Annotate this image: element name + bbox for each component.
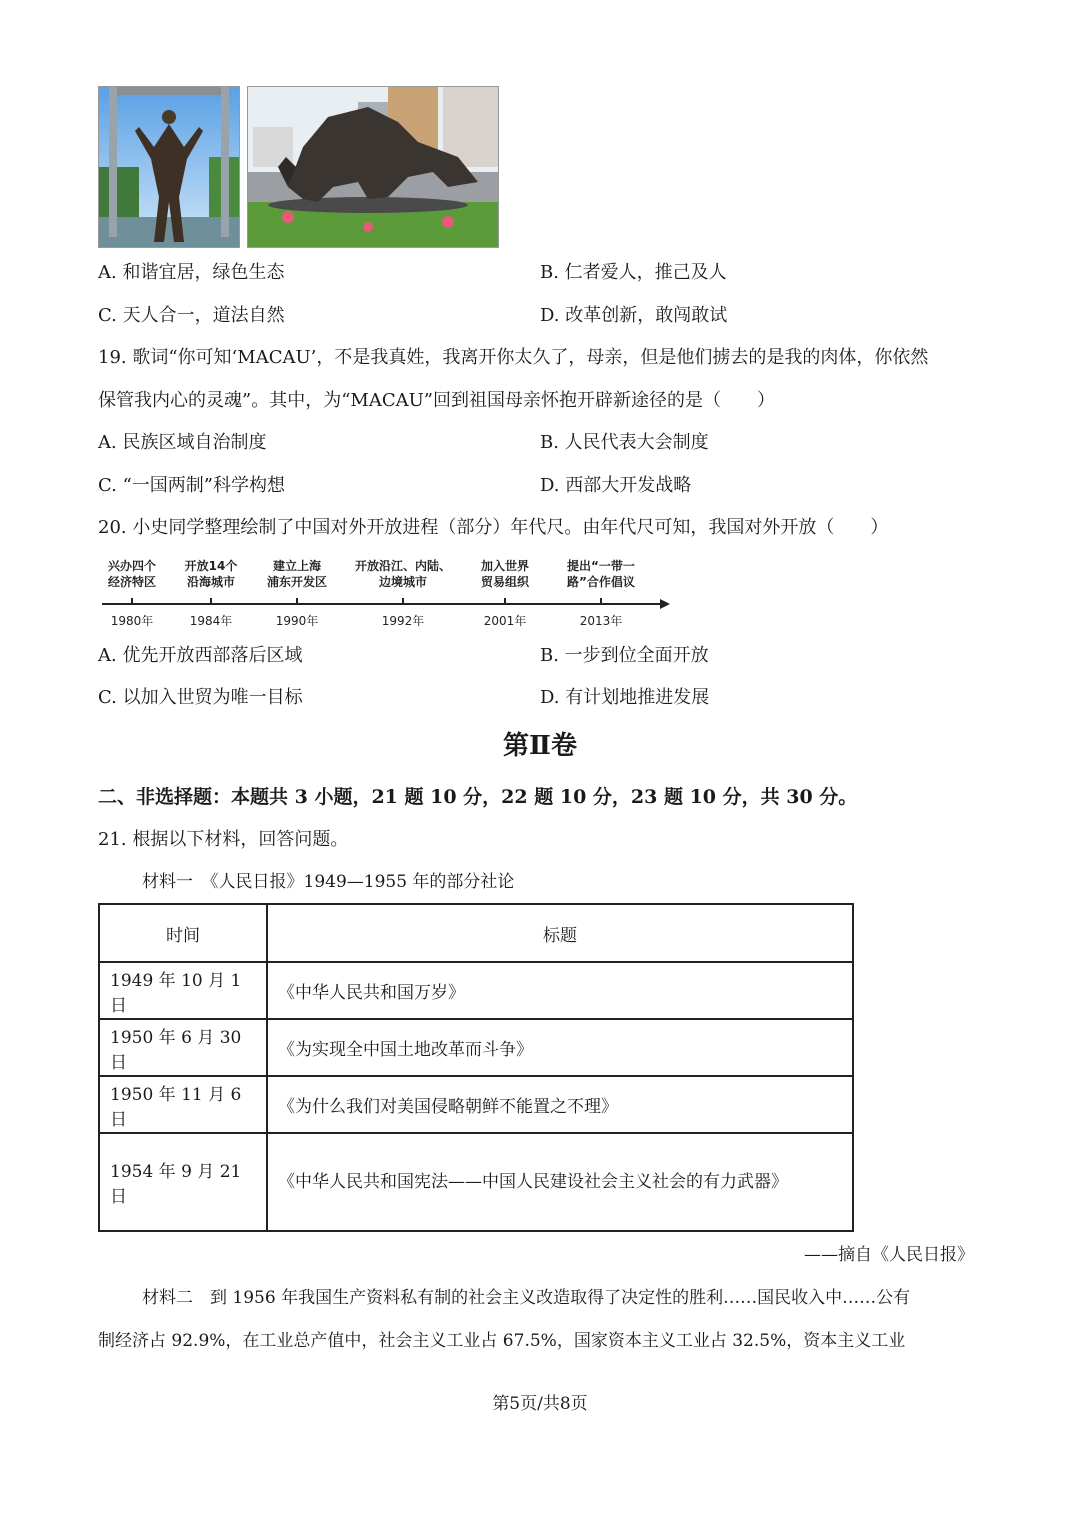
q20-option-c: C. 以加入世贸为唯一目标 [98,687,303,708]
timeline-year-2013: 2013年 [579,614,623,628]
timeline-event-1990: 建立上海 浦东开发区 [266,559,327,589]
table-row [99,1133,853,1231]
table-cell-title: 《为什么我们对美国侵略朝鲜不能置之不理》 [267,1076,853,1133]
table-cell-title: 《中华人民共和国万岁》 [267,962,853,1019]
table-row [99,1076,853,1133]
table-cell-date: 1949 年 10 月 1 日 [99,962,267,1019]
timeline-year-1992: 1992年 [381,614,425,628]
timeline-event-1984: 开放14个 沿海城市 [184,559,238,589]
q19-stem-line2: 保管我内心的灵魂”。其中，为“MACAU”回到祖国母亲怀抱开辟新途径的是（ ） [98,390,775,411]
q20-stem: 20. 小史同学整理绘制了中国对外开放进程（部分）年代尺。由年代尺可知，我国对外开放（ ） [98,517,889,538]
material1-source: ——摘自《人民日报》 [804,1245,974,1265]
table-header-title: 标题 [267,904,853,962]
q19-option-b: B. 人民代表大会制度 [540,432,709,453]
table-cell-date: 1950 年 6 月 30 日 [99,1019,267,1076]
material2-line2: 制经济占 92.9%，在工业总产值中，社会主义工业占 67.5%，国家资本主义工业占 32.5%，资本主义工业 [98,1331,906,1351]
material1-caption: 材料一 《人民日报》1949—1955 年的部分社论 [142,872,515,892]
q19-option-c: C. “一国两制”科学构想 [98,475,285,496]
q19-option-d: D. 西部大开发战略 [540,475,692,496]
timeline-event-2001: 加入世界 贸易组织 [480,559,529,589]
q21-stem: 21. 根据以下材料，回答问题。 [98,829,349,850]
bull-sculpture-drawing [248,87,498,247]
q18-option-d: D. 改革创新，敢闯敢试 [540,305,728,326]
q20-option-b: B. 一步到位全面开放 [540,645,709,666]
table-header-date: 时间 [99,904,267,962]
statue-photo-drawing [99,87,239,247]
timeline-year-1984: 1984年 [189,614,233,628]
timeline-event-1992: 开放沿江、内陆、 边境城市 [354,559,451,589]
statue-photo [98,86,240,248]
q18-option-c: C. 天人合一，道法自然 [98,305,285,326]
table-cell-title: 《为实现全中国土地改革而斗争》 [267,1019,853,1076]
table-cell-date: 1954 年 9 月 21 日 [99,1133,267,1231]
q19-stem-line1: 19. 歌词“你可知‘MACAU’，不是我真姓，我离开你太久了，母亲，但是他们掳去的是我的肉体，你依然 [98,347,929,368]
table-cell-title: 《中华人民共和国宪法——中国人民建设社会主义社会的有力武器》 [267,1133,853,1231]
q20-option-d: D. 有计划地推进发展 [540,687,710,708]
table-row [99,962,853,1019]
editorials-table [98,903,854,1232]
timeline-year-1980: 1980年 [110,614,154,628]
q18-option-a: A. 和谐宜居，绿色生态 [98,262,285,283]
timeline-year-1990: 1990年 [275,614,319,628]
timeline-event-2013: 提出“一带一 路”合作倡议 [567,559,635,589]
part2-title: 第Ⅱ卷 [503,731,577,761]
table-row [99,1019,853,1076]
q18-option-b: B. 仁者爱人，推己及人 [540,262,727,283]
table-cell-date: 1950 年 11 月 6 日 [99,1076,267,1133]
timeline-year-2001: 2001年 [483,614,527,628]
page-footer: 第5页/共8页 [492,1394,588,1414]
timeline-event-1980: 兴办四个 经济特区 [107,559,156,589]
timeline [98,556,678,632]
table-header-row [99,904,853,962]
q19-option-a: A. 民族区域自治制度 [98,432,267,453]
part2-heading: 二、非选择题：本题共 3 小题，21 题 10 分，22 题 10 分，23 题 10 分，共 30 分。 [98,786,858,808]
bull-sculpture-photo [247,86,499,248]
q20-option-a: A. 优先开放西部落后区域 [98,645,303,666]
material2-line1: 材料二 到 1956 年我国生产资料私有制的社会主义改造取得了决定性的胜利……国民收入中……公有 [142,1288,911,1308]
